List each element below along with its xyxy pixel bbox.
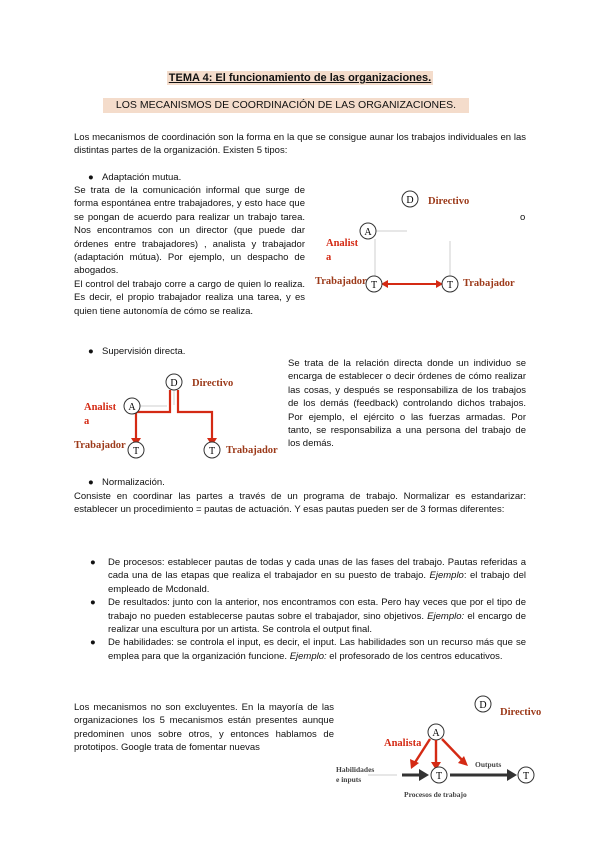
page-title-text: TEMA 4: El funcionamiento de las organizaciones. — [168, 72, 432, 84]
supervision-paragraph: Se trata de la relación directa donde un individuo se encarga de establecer o decir órdenes de cómo realizar las cosas, y después se responsabiliza de los trabajos de los demás (feedback) controlando dichos trabajos. Por ejemplo, el ejército o las fuerzas armadas. Por tanto, se responsabiliza a una persona del trabajo de los demás. — [288, 358, 526, 450]
analyst-label: Analist — [326, 238, 359, 249]
heading-supervision-text: Supervisión directa. — [102, 346, 186, 357]
section-subtitle: LOS MECANISMOS DE COORDINACIÓN DE LAS ORGANIZACIONES. — [103, 98, 469, 113]
mutual-paragraph-1: Se trata de la comunicación informal que surge de forma espontánea entre trabajadores, y esto hace que se pongan de acuerdo para realizar un trabajo tarea. Nos encontramos con un director (que puede dar órdenes entre trabajadores) , analista y trabajador (adaptación mútua). Por ejemplo, un despacho de abogados. — [74, 185, 305, 277]
analyst-node-label: A — [432, 728, 440, 739]
heading-supervision — [88, 345, 185, 358]
heading-normalization-text: Normalización. — [102, 477, 165, 488]
item-text-end: el profesorado de los centros educativos. — [326, 650, 503, 662]
inputs-label-2: e inputs — [336, 775, 362, 784]
heading-mutual — [88, 171, 181, 184]
director-label: Directivo — [428, 196, 470, 207]
analyst-label: Analist — [84, 402, 117, 413]
bullet-icon: ● — [88, 477, 94, 488]
example-label: Ejemplo: — [427, 610, 465, 622]
flow-arrow-head — [507, 769, 517, 781]
intro-paragraph: Los mecanismos de coordinación son la forma en la que se consigue aunar los trabajos individuales en las distintas partes de la organización. Existen 5 tipos: — [74, 132, 526, 157]
example-label: Ejemplo: — [289, 650, 327, 662]
director-node-label: D — [406, 195, 414, 206]
closing-paragraph: Los mecanismos no son excluyentes. En la mayoría de las organizaciones los 5 mecanismos están presentes aunque predominen unos sobre otros, y entonces hablamos de prototipos. Google trata de fomentar nuevas — [74, 702, 334, 754]
worker-node-1-label: T — [435, 771, 443, 782]
heading-mutual-text: Adaptación mutua. — [102, 172, 182, 183]
item-text: De resultados: junto con la anterior, nos encontramos con esta. Pero hay veces que por el tipo de trabajo no pueden establecerse pautas sobre el trabajador, sino objetivos. — [108, 597, 526, 622]
bullet-icon: ● — [90, 557, 96, 568]
normalization-paragraph: Consiste en coordinar las partes a través de un programa de trabajo. Normalizar es estandarizar: establecer un procedimiento = pautas de actuación. Y esas pautas pueden ser de 3 formas diferentes: — [74, 491, 526, 516]
inputs-label-1: Habilidades — [336, 765, 375, 774]
worker-node-1-label: T — [370, 280, 378, 291]
supervision-arrow-left — [136, 390, 170, 440]
process-label: Procesos de trabajo — [404, 790, 467, 799]
worker-node-2-label: T — [446, 280, 454, 291]
diagram-mutual-adjustment — [312, 185, 522, 300]
worker-label-1: Trabajador — [74, 440, 126, 451]
item-text: De habilidades: se controla el input, es decir, el input. Las habilidades son un recurso más que se emplea para que la organización funcione. — [108, 637, 526, 662]
worker-label-2: Trabajador — [226, 445, 278, 456]
list-item — [90, 556, 526, 596]
analyst-label-2: a — [326, 252, 332, 263]
list-item — [90, 596, 526, 636]
director-node-label: D — [170, 378, 178, 389]
supervision-arrow-right — [178, 390, 212, 440]
analyst-label-2: a — [84, 416, 90, 427]
analyst-node-label: A — [128, 402, 136, 413]
director-node-label: D — [479, 700, 487, 711]
heading-normalization — [88, 476, 165, 489]
analyst-node-label: A — [364, 227, 372, 238]
page-title — [0, 72, 600, 84]
item-text-end: : el trabajo del empleado de Mcdonald. — [108, 570, 526, 595]
bullet-icon: ● — [90, 637, 96, 649]
bullet-icon: ● — [88, 172, 94, 183]
item-text: De procesos: establecer pautas de todas y cada unas de las fases del trabajo. Pautas referidas a cada una de las etapas que realiza el trabajador en su puesto de trabajo. — [108, 557, 526, 582]
mutual-paragraph-2: El control del trabajo corre a cargo de quien lo realiza. Es decir, el propio trabajador realiza una tarea, y es quien tiene autonomía de cómo se realiza. — [74, 279, 305, 317]
director-label: Directivo — [500, 707, 542, 718]
outputs-label: Outputs — [475, 760, 502, 769]
list-item — [90, 636, 526, 663]
diagram-direct-supervision — [72, 370, 282, 460]
bullet-icon: ● — [88, 346, 94, 357]
stray-letter: o — [520, 212, 526, 223]
worker-node-2-label: T — [522, 771, 530, 782]
director-label: Directivo — [192, 378, 234, 389]
bullet-icon: ● — [90, 597, 96, 609]
item-text-end: el encargo de realizar una escultura por un artista. Se controla el output final. — [108, 610, 526, 636]
normalization-list — [90, 556, 526, 663]
worker-node-2-label: T — [208, 446, 216, 457]
worker-label-2: Trabajador — [463, 278, 515, 289]
flow-arrow-head — [419, 769, 429, 781]
analyst-label: Analista — [384, 738, 422, 749]
arrow-to-outputs — [442, 739, 464, 762]
example-label: Ejemplo — [429, 570, 464, 582]
worker-label-1: Trabajador — [315, 276, 367, 287]
diagram-normalization — [332, 694, 547, 804]
worker-node-1-label: T — [132, 446, 140, 457]
